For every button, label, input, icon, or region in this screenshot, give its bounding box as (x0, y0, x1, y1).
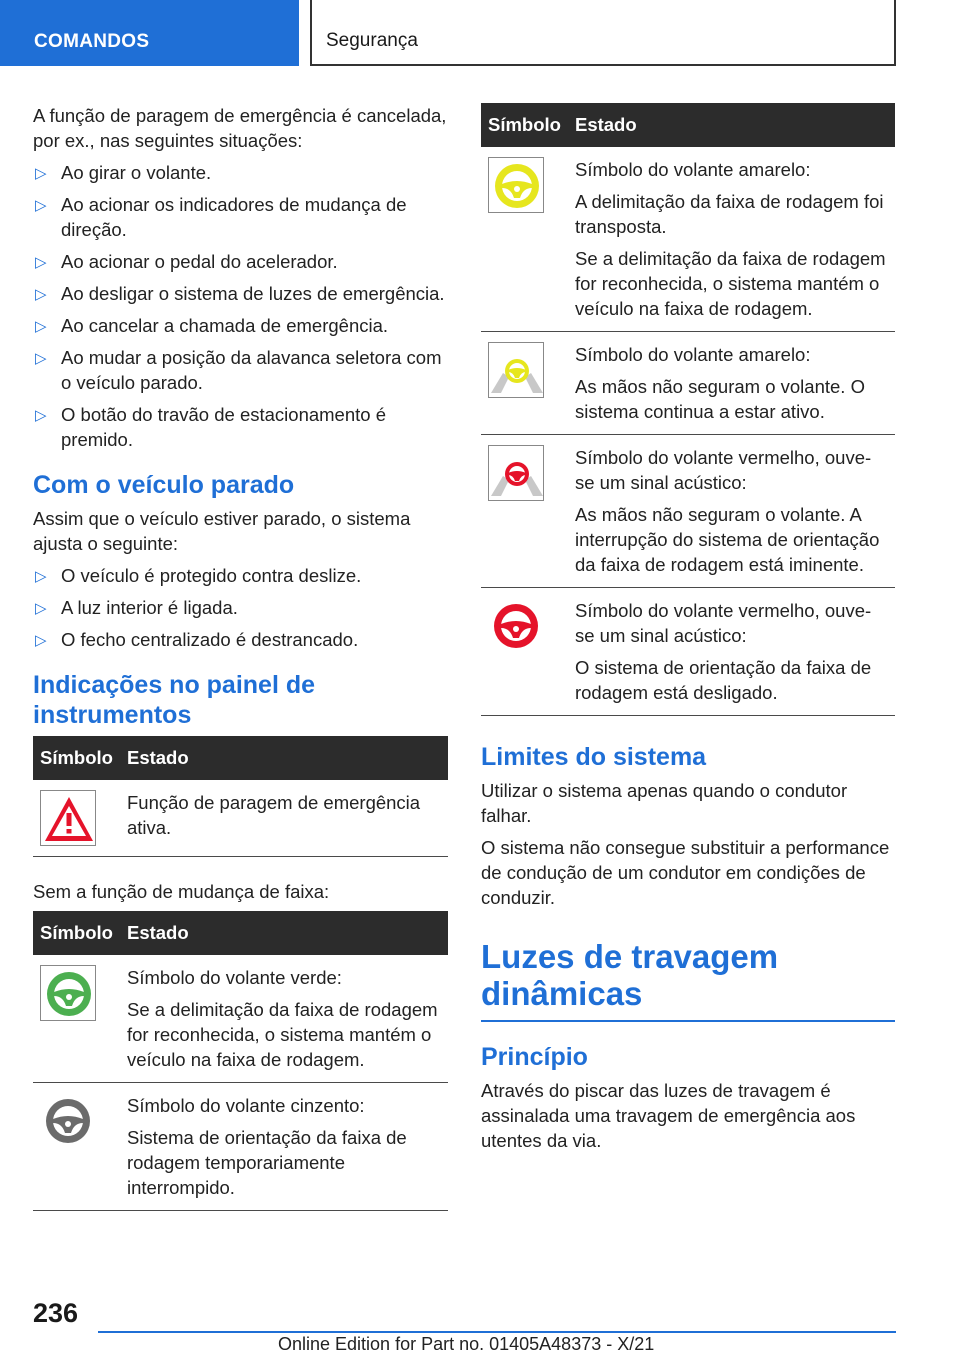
left-column (33, 103, 448, 1233)
header-section-label: COMANDOS (34, 31, 150, 52)
list-item: ▷ Ao acionar os indicadores de mudança de direção. (35, 194, 407, 240)
table-header-symbol: Símbolo (481, 103, 568, 147)
steering-wheel-yellow-hands-icon (488, 342, 544, 398)
limits-paragraph-2: O sistema não consegue substituir a performance de condução de um condutor em condições de conduzir. (481, 837, 890, 908)
triangle-bullet-icon: ▷ (35, 600, 47, 617)
table-header-symbol: Símbolo (33, 911, 120, 955)
symbol-table-lane-continued (481, 103, 895, 716)
list-item: ▷ Ao desligar o sistema de luzes de emergência. (33, 281, 448, 306)
triangle-bullet-icon: ▷ (35, 254, 47, 271)
table-row: Símbolo do volante verde: Se a delimitação da faixa de rodagem for reconhecida, o sistema mantém o veículo na faixa de rodagem. (33, 955, 448, 1083)
table-header-state: Estado (120, 911, 448, 955)
list-item: ▷ O veículo é protegido contra deslize. (33, 563, 448, 588)
symbol-table-lane (33, 911, 448, 1211)
principle-text: Através do piscar das luzes de travagem é assinalada uma travagem de emergência aos utentes da via. (481, 1080, 856, 1151)
table-header-state: Estado (568, 103, 895, 147)
triangle-bullet-icon: ▷ (35, 197, 47, 214)
page-number: 236 (33, 1298, 79, 1328)
stopped-heading: Com o veículo parado (33, 471, 295, 499)
no-lane-change-label: Sem a função de mudança de faixa: (33, 881, 330, 902)
principle-heading: Princípio (481, 1043, 588, 1071)
limits-heading: Limites do sistema (481, 743, 707, 771)
stopped-list (33, 563, 448, 652)
steering-wheel-yellow-icon (488, 157, 544, 213)
triangle-bullet-icon: ▷ (35, 407, 47, 424)
cancel-list (33, 160, 448, 452)
steering-wheel-grey-icon (40, 1093, 96, 1149)
triangle-bullet-icon: ▷ (35, 632, 47, 649)
list-item: ▷ O fecho centralizado é destrancado. (33, 627, 448, 652)
list-item: ▷ Ao mudar a posição da alavanca seletora com o veículo parado. (35, 347, 442, 393)
table-header-symbol: Símbolo (33, 736, 120, 780)
panel-heading: Indicações no painel de instrumentos (33, 671, 316, 729)
limits-paragraph-1: Utilizar o sistema apenas quando o condutor falhar. (481, 780, 848, 826)
warning-triangle-icon (40, 790, 96, 846)
table-row: Função de paragem de emergência ativa. (33, 780, 448, 857)
triangle-bullet-icon: ▷ (35, 165, 47, 182)
brake-lights-heading: Luzes de travagem dinâmicas (481, 938, 895, 1022)
table-row: Símbolo do volante vermelho, ouve-se um sinal acústico: O sistema de orientação da faixa de rodagem está desligado. (481, 588, 895, 716)
header-section-tab (0, 0, 299, 66)
footer-divider (98, 1331, 896, 1333)
triangle-bullet-icon: ▷ (35, 286, 47, 303)
symbol-table-emergency (33, 736, 448, 857)
header-chapter-label: Segurança (326, 30, 418, 51)
footer-edition: Online Edition for Part no. 01405A48373 - X/21 (278, 1334, 655, 1354)
list-item: ▷ Ao acionar o pedal do acelerador. (33, 249, 448, 274)
table-row: Símbolo do volante amarelo: As mãos não seguram o volante. O sistema continua a estar ativo. (481, 332, 895, 435)
right-column (481, 103, 895, 1160)
list-item: ▷ O botão do travão de estacionamento é premido. (35, 404, 386, 450)
table-row: Símbolo do volante cinzento: Sistema de orientação da faixa de rodagem temporariamente interrompido. (33, 1083, 448, 1211)
cancel-intro: A função de paragem de emergência é cancelada, por ex., nas seguintes situações: (33, 105, 447, 151)
steering-wheel-red-hands-icon (488, 445, 544, 501)
steering-wheel-red-icon (488, 598, 544, 654)
steering-wheel-green-icon (40, 965, 96, 1021)
triangle-bullet-icon: ▷ (35, 318, 47, 335)
table-header-state: Estado (120, 736, 448, 780)
list-item: ▷ A luz interior é ligada. (33, 595, 448, 620)
table-row: Símbolo do volante amarelo: A delimitação da faixa de rodagem foi transposta. Se a delimitação da faixa de rodagem for reconhecida, o sistema mantém o veículo na faixa de rodagem. (481, 147, 895, 332)
triangle-bullet-icon: ▷ (35, 568, 47, 585)
triangle-bullet-icon: ▷ (35, 350, 47, 367)
stopped-intro: Assim que o veículo estiver parado, o sistema ajusta o seguinte: (33, 508, 411, 554)
list-item: ▷ Ao cancelar a chamada de emergência. (33, 313, 448, 338)
header-chapter-tab (310, 0, 896, 66)
table-row: Símbolo do volante vermelho, ouve-se um sinal acústico: As mãos não seguram o volante. A interrupção do sistema de orientação da faixa de rodagem está iminente. (481, 435, 895, 588)
list-item: ▷ Ao girar o volante. (33, 160, 448, 185)
